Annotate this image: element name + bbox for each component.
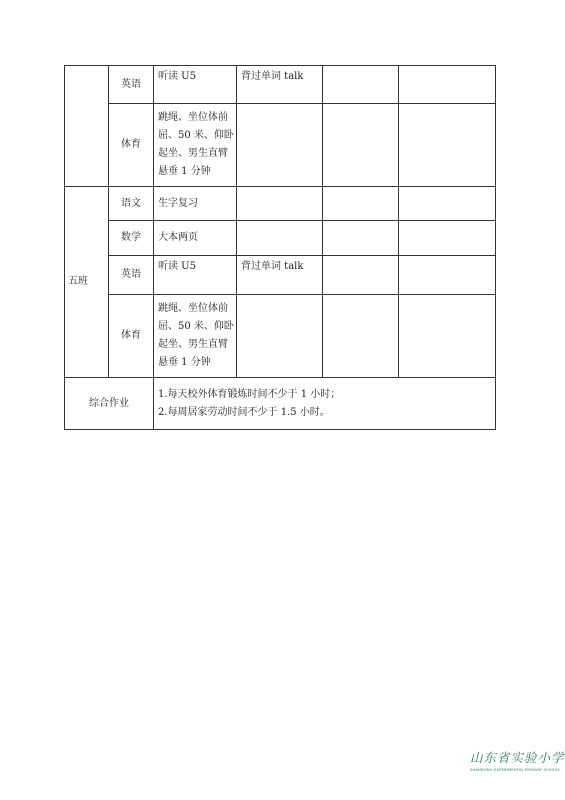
task-cell xyxy=(154,104,237,187)
empty-cell xyxy=(399,256,496,295)
empty-cell xyxy=(399,104,496,187)
task-cell: 背过单词 talk xyxy=(237,66,323,104)
subject-cell: 体育 xyxy=(109,104,154,187)
task-line: 起坐、男生直臂 xyxy=(158,339,228,350)
homework-table xyxy=(64,65,496,430)
task-line: 屈、50 米、仰卧 xyxy=(158,130,234,141)
empty-cell xyxy=(399,187,496,221)
summary-cell xyxy=(154,378,496,430)
class-cell-empty xyxy=(65,66,109,187)
empty-cell xyxy=(237,104,323,187)
task-cell: 生字复习 xyxy=(154,187,237,221)
task-line: 悬垂 1 分钟 xyxy=(158,357,211,368)
task-cell: 大本两页 xyxy=(154,221,237,256)
task-line: 屈、50 米、仰卧 xyxy=(158,321,234,332)
summary-label: 综合作业 xyxy=(65,378,154,430)
empty-cell xyxy=(399,221,496,256)
task-line: 悬垂 1 分钟 xyxy=(158,166,211,177)
task-line: 起坐、男生直臂 xyxy=(158,148,228,159)
class-label: 五班 xyxy=(65,187,109,378)
empty-cell xyxy=(323,187,399,221)
logo-title: 山东省实验小学 xyxy=(470,750,565,765)
task-cell: 听读 U5 xyxy=(154,256,237,295)
subject-cell: 英语 xyxy=(109,256,154,295)
table-row xyxy=(65,187,496,221)
empty-cell xyxy=(323,104,399,187)
empty-cell xyxy=(323,221,399,256)
subject-cell: 数学 xyxy=(109,221,154,256)
task-cell: 背过单词 talk xyxy=(237,256,323,295)
empty-cell xyxy=(323,295,399,378)
table-row xyxy=(65,66,496,104)
table-row xyxy=(65,295,496,378)
task-line: 跳绳、坐位体前 xyxy=(158,112,228,123)
school-logo xyxy=(470,748,565,778)
subject-cell: 英语 xyxy=(109,66,154,104)
task-cell: 听读 U5 xyxy=(154,66,237,104)
subject-cell: 语文 xyxy=(109,187,154,221)
empty-cell xyxy=(237,295,323,378)
task-cell xyxy=(154,295,237,378)
task-line: 跳绳、坐位体前 xyxy=(158,303,228,314)
table-row xyxy=(65,378,496,430)
summary-line: 1.每天校外体育锻炼时间不少于 1 小时； xyxy=(158,388,341,400)
table-row xyxy=(65,256,496,295)
empty-cell xyxy=(399,295,496,378)
empty-cell xyxy=(399,66,496,104)
subject-cell: 体育 xyxy=(109,295,154,378)
empty-cell xyxy=(323,256,399,295)
empty-cell xyxy=(323,66,399,104)
logo-subtitle: SHANDONG EXPERIMENTAL PRIMARY SCHOOL xyxy=(470,768,560,772)
empty-cell xyxy=(237,221,323,256)
table-row xyxy=(65,221,496,256)
table-row xyxy=(65,104,496,187)
summary-line: 2.每周居家劳动时间不少于 1.5 小时。 xyxy=(158,406,330,418)
empty-cell xyxy=(237,187,323,221)
